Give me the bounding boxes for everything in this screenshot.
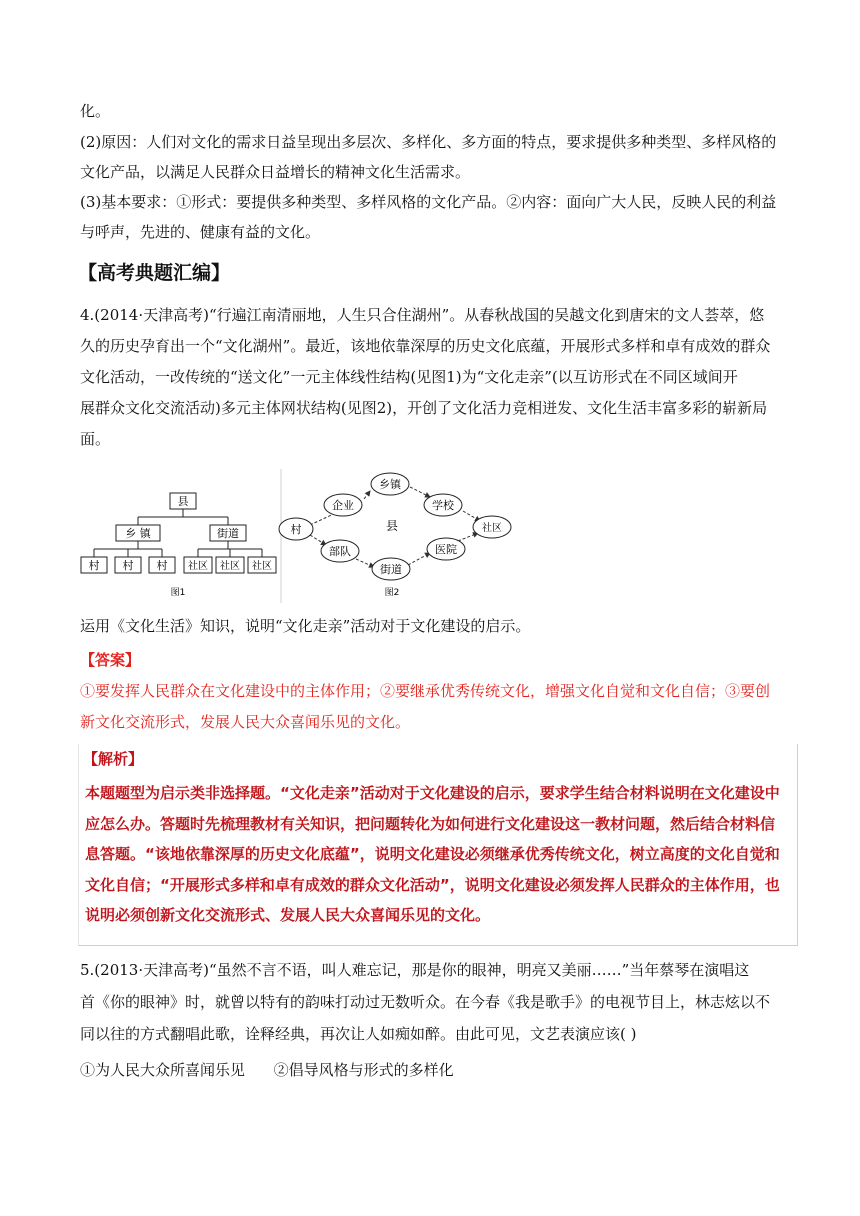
fig1-root: 县 <box>177 495 189 508</box>
figure-svg <box>78 469 512 603</box>
fig1-level2-1: 乡 镇 <box>125 527 151 540</box>
analysis-line: 应怎么办。答题时先梳理教材有关知识，把问题转化为如何进行文化建设这一教材问题，然后结合材料信 <box>85 814 776 833</box>
q5-line: 5.(2013·天津高考)“虽然不言不语，叫人难忘记，那是你的眼神，明亮又美丽……”当年蔡琴在演唱这 <box>80 961 750 979</box>
fig1-leaf: 村 <box>88 559 100 572</box>
q4-line: 展群众文化交流活动)多元主体网状结构(见图2)，开创了文化活力竞相迸发、文化生活丰富多彩的崭新局 <box>80 399 768 417</box>
q4-line: 久的历史孕育出一个“文化湖州”。最近，该地依靠深厚的历史文化底蕴，开展形式多样和卓有成效的群众 <box>80 337 771 355</box>
q5-line: 首《你的眼神》时，就曾以特有的韵味打动过无数听众。在今春《我是歌手》的电视节目上，林志炫以不 <box>80 993 771 1011</box>
q4-line: 4.(2014·天津高考)“行遍江南清丽地，人生只合住湖州”。从春秋战国的吴越文化到唐宋的文人荟萃，悠 <box>80 306 765 324</box>
fig2-node: 社区 <box>482 523 502 534</box>
text-line: 化。 <box>80 102 111 120</box>
analysis-line: 说明必须创新文化交流形式、发展人民大众喜闻乐见的文化。 <box>85 906 491 924</box>
analysis-line: 文化自信；“开展形式多样和卓有成效的群众文化活动”，说明文化建设必须发挥人民群众的主体作用，也 <box>85 875 780 894</box>
answer-line: 新文化交流形式，发展人民大众喜闻乐见的文化。 <box>80 713 411 731</box>
fig2-node: 部队 <box>329 545 351 558</box>
fig2-center: 县 <box>385 519 399 533</box>
analysis-box <box>78 744 798 946</box>
fig1-caption: 图1 <box>170 588 186 598</box>
analysis-text <box>85 778 797 931</box>
q4-line: 面。 <box>80 430 111 448</box>
section-heading: 【高考典题汇编】 <box>78 262 231 284</box>
fig1-leaf: 社区 <box>252 561 272 572</box>
q5-line: 同以往的方式翻唱此歌，诠释经典，再次让人如痴如醉。由此可见，文艺表演应该( ) <box>80 1025 637 1043</box>
fig2-node: 乡镇 <box>379 478 401 491</box>
figure-diagrams <box>78 469 512 603</box>
analysis-line: 息答题。“该地依靠深厚的历史文化底蕴”，说明文化建设必须继承优秀传统文化，树立高度的文化自觉和 <box>85 845 780 863</box>
fig2-caption: 图2 <box>384 588 400 598</box>
fig1-leaf: 社区 <box>220 561 240 572</box>
fig2-node: 企业 <box>332 499 354 512</box>
figure-2-network <box>279 473 511 598</box>
answer-tag: 【答案】 <box>80 651 141 669</box>
fig1-leaf: 村 <box>122 559 134 572</box>
text-line: (3)基本要求：①形式：要提供多种类型、多样风格的文化产品。②内容：面向广大人民，反映人民的利益 <box>80 193 777 211</box>
analysis-line: 本题题型为启示类非选择题。“文化走亲”活动对于文化建设的启示，要求学生结合材料说明在文化建设中 <box>85 784 780 802</box>
text-line: 文化产品，以满足人民群众日益增长的精神文化生活需求。 <box>80 163 471 181</box>
q5-options: ①为人民大众所喜闻乐见 ②倡导风格与形式的多样化 <box>80 1061 454 1079</box>
q4-line: 文化活动，一改传统的“送文化”一元主体线性结构(见图1)为“文化走亲”(以互访形式在不同区域间开 <box>80 368 738 386</box>
figure-1-tree <box>81 493 276 598</box>
q4-prompt: 运用《文化生活》知识，说明“文化走亲”活动对于文化建设的启示。 <box>80 617 531 635</box>
text-line: (2)原因：人们对文化的需求日益呈现出多层次、多样化、多方面的特点，要求提供多种类型、多样风格的 <box>80 133 777 151</box>
fig2-node: 街道 <box>380 563 402 576</box>
fig2-node: 村 <box>290 523 302 536</box>
fig2-node: 学校 <box>432 499 454 512</box>
fig1-level2-2: 街道 <box>217 527 239 540</box>
analysis-tag: 【解析】 <box>83 750 144 768</box>
fig1-leaf: 村 <box>156 559 168 572</box>
answer-line: ①要发挥人民群众在文化建设中的主体作用；②要继承优秀传统文化，增强文化自觉和文化自信；③要创 <box>80 682 771 700</box>
text-line: 与呼声，先进的、健康有益的文化。 <box>80 223 321 241</box>
fig1-leaf: 社区 <box>188 561 208 572</box>
fig2-node: 医院 <box>435 543 457 556</box>
